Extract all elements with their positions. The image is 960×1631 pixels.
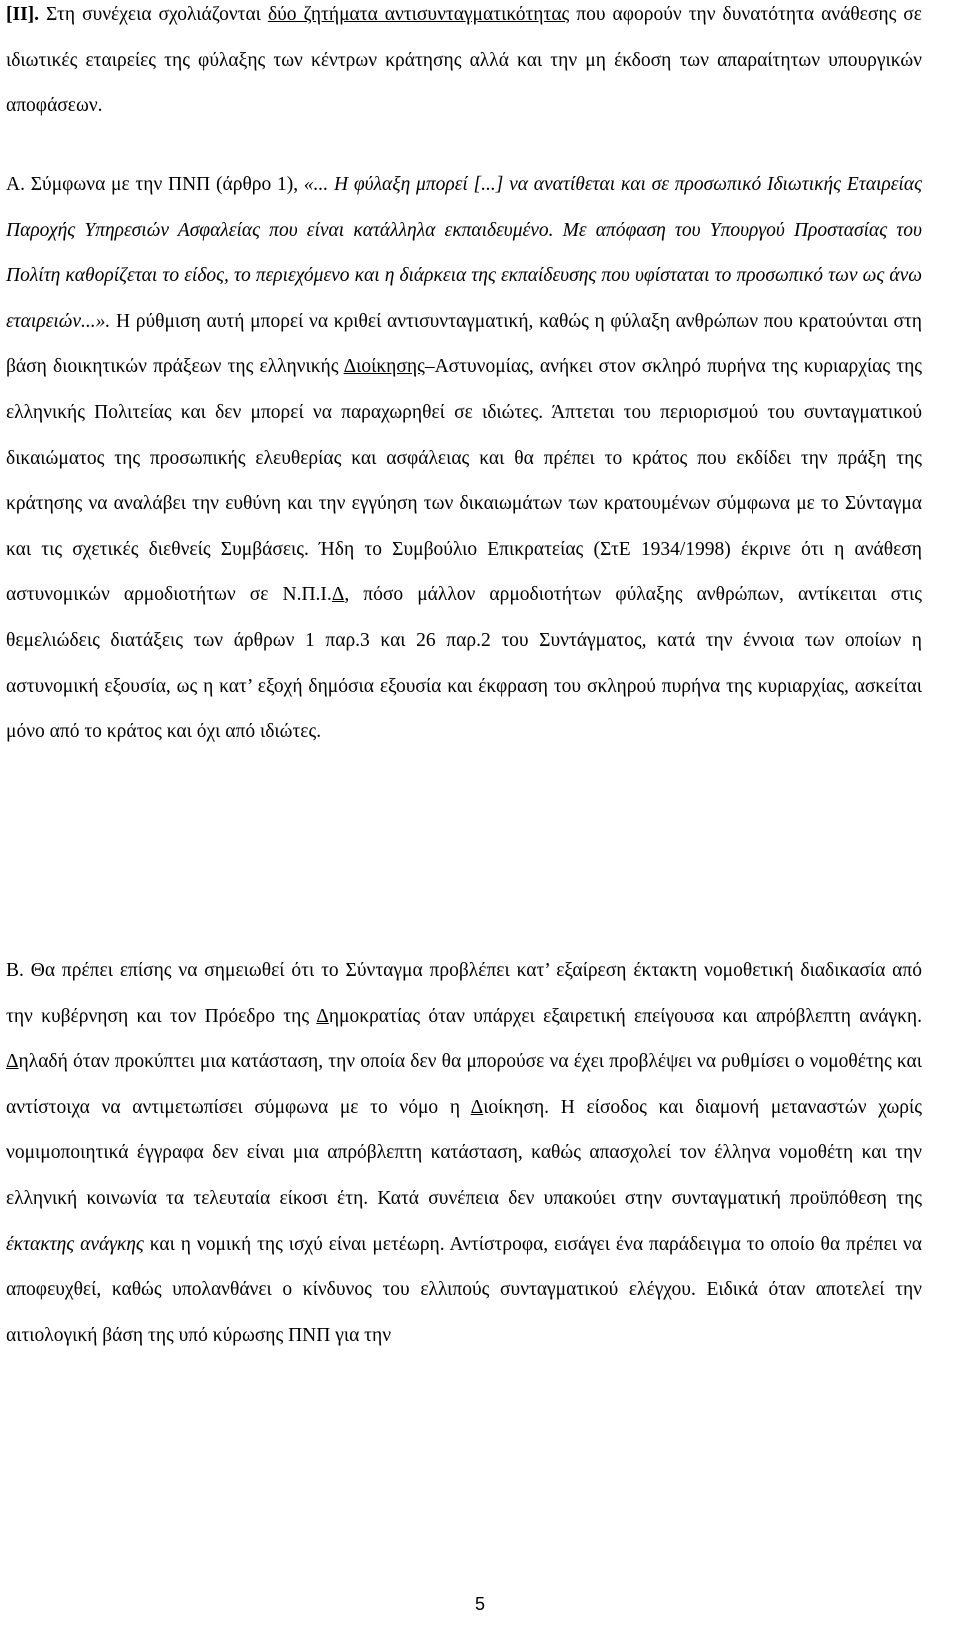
paragraph-b-text-2: ημοκρατίας όταν υπάρχει εξαιρετική επείγουσα και απρόβλεπτη ανάγκη. [328, 1005, 922, 1027]
paragraph-a-text-1: Η ρύθμιση αυτή μπορεί να κριθεί αντισυνταγματική, καθώς η φύλαξη ανθρώπων που κρατούνται στη βάση διοικητικών πράξεων της ελληνικής [6, 310, 922, 378]
paragraph-a-text-3: , πόσο μάλλον αρμοδιοτήτων φύλαξης ανθρώπων, αντίκειται στις θεμελιώδεις διατάξεις των άρθρων 1 παρ.3 και 26 παρ.2 του Συντάγματος, κατά την έννοια των οποίων η αστυνομική εξουσία, ως η κατ’ εξοχή δημόσια εξουσία και έκφραση του σκληρού πυρήνα της κυριαρχίας, ασκείται μόνο από το κράτος και όχι από ιδιώτες. [6, 584, 922, 743]
paragraph-b-text-4: ιοίκηση. Η είσοδος και διαμονή μεταναστών χωρίς νομιμοποιητικά έγγραφα δεν είναι μια απρόβλεπτη κατάσταση, καθώς απασχολεί τον έλληνα νομοθέτη και την ελληνική κοινωνία τα τελευταία είκοσι έτη. Κατά συνέπεια δεν υπακούει στην συνταγματική προϋπόθεση της [6, 1096, 922, 1209]
section-marker: [ΙΙ]. [6, 4, 40, 25]
intro-text-end: που αφορούν την δυνατότητα ανάθεσης σε ιδιωτικές εταιρείες της φύλαξης των κέντρων κράτησης αλλά και την μη έκδοση των απαραίτητων υπουργικών αποφάσεων. [6, 4, 922, 117]
page-number: 5 [474, 1594, 485, 1614]
paragraph-b-italic: έκτακτης ανάγκης [6, 1233, 144, 1255]
paragraph-a-underlined-2: Δ [331, 584, 345, 606]
paragraph-a-underlined-1: Διοίκησης [343, 356, 425, 378]
paragraph-intro [6, 0, 922, 129]
law-quote: «... Η φύλαξη μπορεί [...] να ανατίθεται και σε προσωπικό Ιδιωτικής Εταιρείας Παροχής Υπηρεσιών Ασφαλείας που είναι κατάλληλα εκπαιδευμένο. Με απόφαση του Υπουργού Προστασίας του Πολίτη καθορίζεται το είδος, το περιεχόμενο και η διάρκεια της εκπαίδευσης που υφίσταται το προσωπικό των ως άνω εταιρειών...». [6, 174, 922, 332]
paragraph-b-underlined-2: Δ [6, 1051, 19, 1073]
intro-underlined-phrase: δύο ζητήματα αντισυνταγματικότητας [267, 4, 570, 25]
paragraph-b [6, 948, 922, 1358]
paragraph-a [6, 162, 922, 755]
paragraph-b-text-1: Β. Θα πρέπει επίσης να σημειωθεί ότι το Σύνταγμα προβλέπει κατ’ εξαίρεση έκτακτη νομοθετική διαδικασία από την κυβέρνηση και τον Πρόεδρο της [6, 960, 922, 1027]
paragraph-b-text-5: και η νομική της ισχύ είναι μετέωρη. Αντίστροφα, εισάγει ένα παράδειγμα το οποίο θα πρέπει να αποφευχθεί, καθώς υπολανθάνει ο κίνδυνος του ελλιπούς συνταγματικού ελέγχου. Ειδικά όταν αποτελεί την αιτιολογική βάση της υπό κύρωσης ΠΝΠ για την [6, 1233, 922, 1346]
intro-text-start: Στη συνέχεια σχολιάζονται [39, 4, 268, 25]
paragraph-b-underlined-1: Δ [316, 1005, 329, 1027]
paragraph-a-lead: Α. Σύμφωνα με την ΠΝΠ (άρθρο 1), [6, 174, 304, 195]
paragraph-b-underlined-3: Δ [470, 1096, 484, 1118]
paragraph-a-text-2: –Αστυνομίας, ανήκει στον σκληρό πυρήνα της κυριαρχίας της ελληνικής Πολιτείας και δεν μπορεί να παραχωρηθεί σε ιδιώτες. Άπτεται του περιορισμού του συνταγματικού δικαιώματος της προσωπικής ελευθερίας και ασφάλειας και θα πρέπει το κράτος που εκδίδει την πράξη της κράτησης να αναλάβει την ευθύνη και την εγγύηση των δικαιωμάτων των κρατουμένων σύμφωνα με το Σύνταγμα και τις σχετικές διεθνείς Συμβάσεις. Ήδη το Συμβούλιο Επικρατείας (ΣτΕ 1934/1998) έκρινε ότι η ανάθεση αστυνομικών αρμοδιοτήτων σε Ν.Π.Ι. [6, 356, 922, 606]
paragraph-b-text-3: ηλαδή όταν προκύπτει μια κατάσταση, την οποία δεν θα μπορούσε να έχει προβλέψει να ρυθμίσει ο νομοθέτης και αντίστοιχα να αντιμετωπίσει σύμφωνα με το νόμο η [6, 1051, 922, 1118]
